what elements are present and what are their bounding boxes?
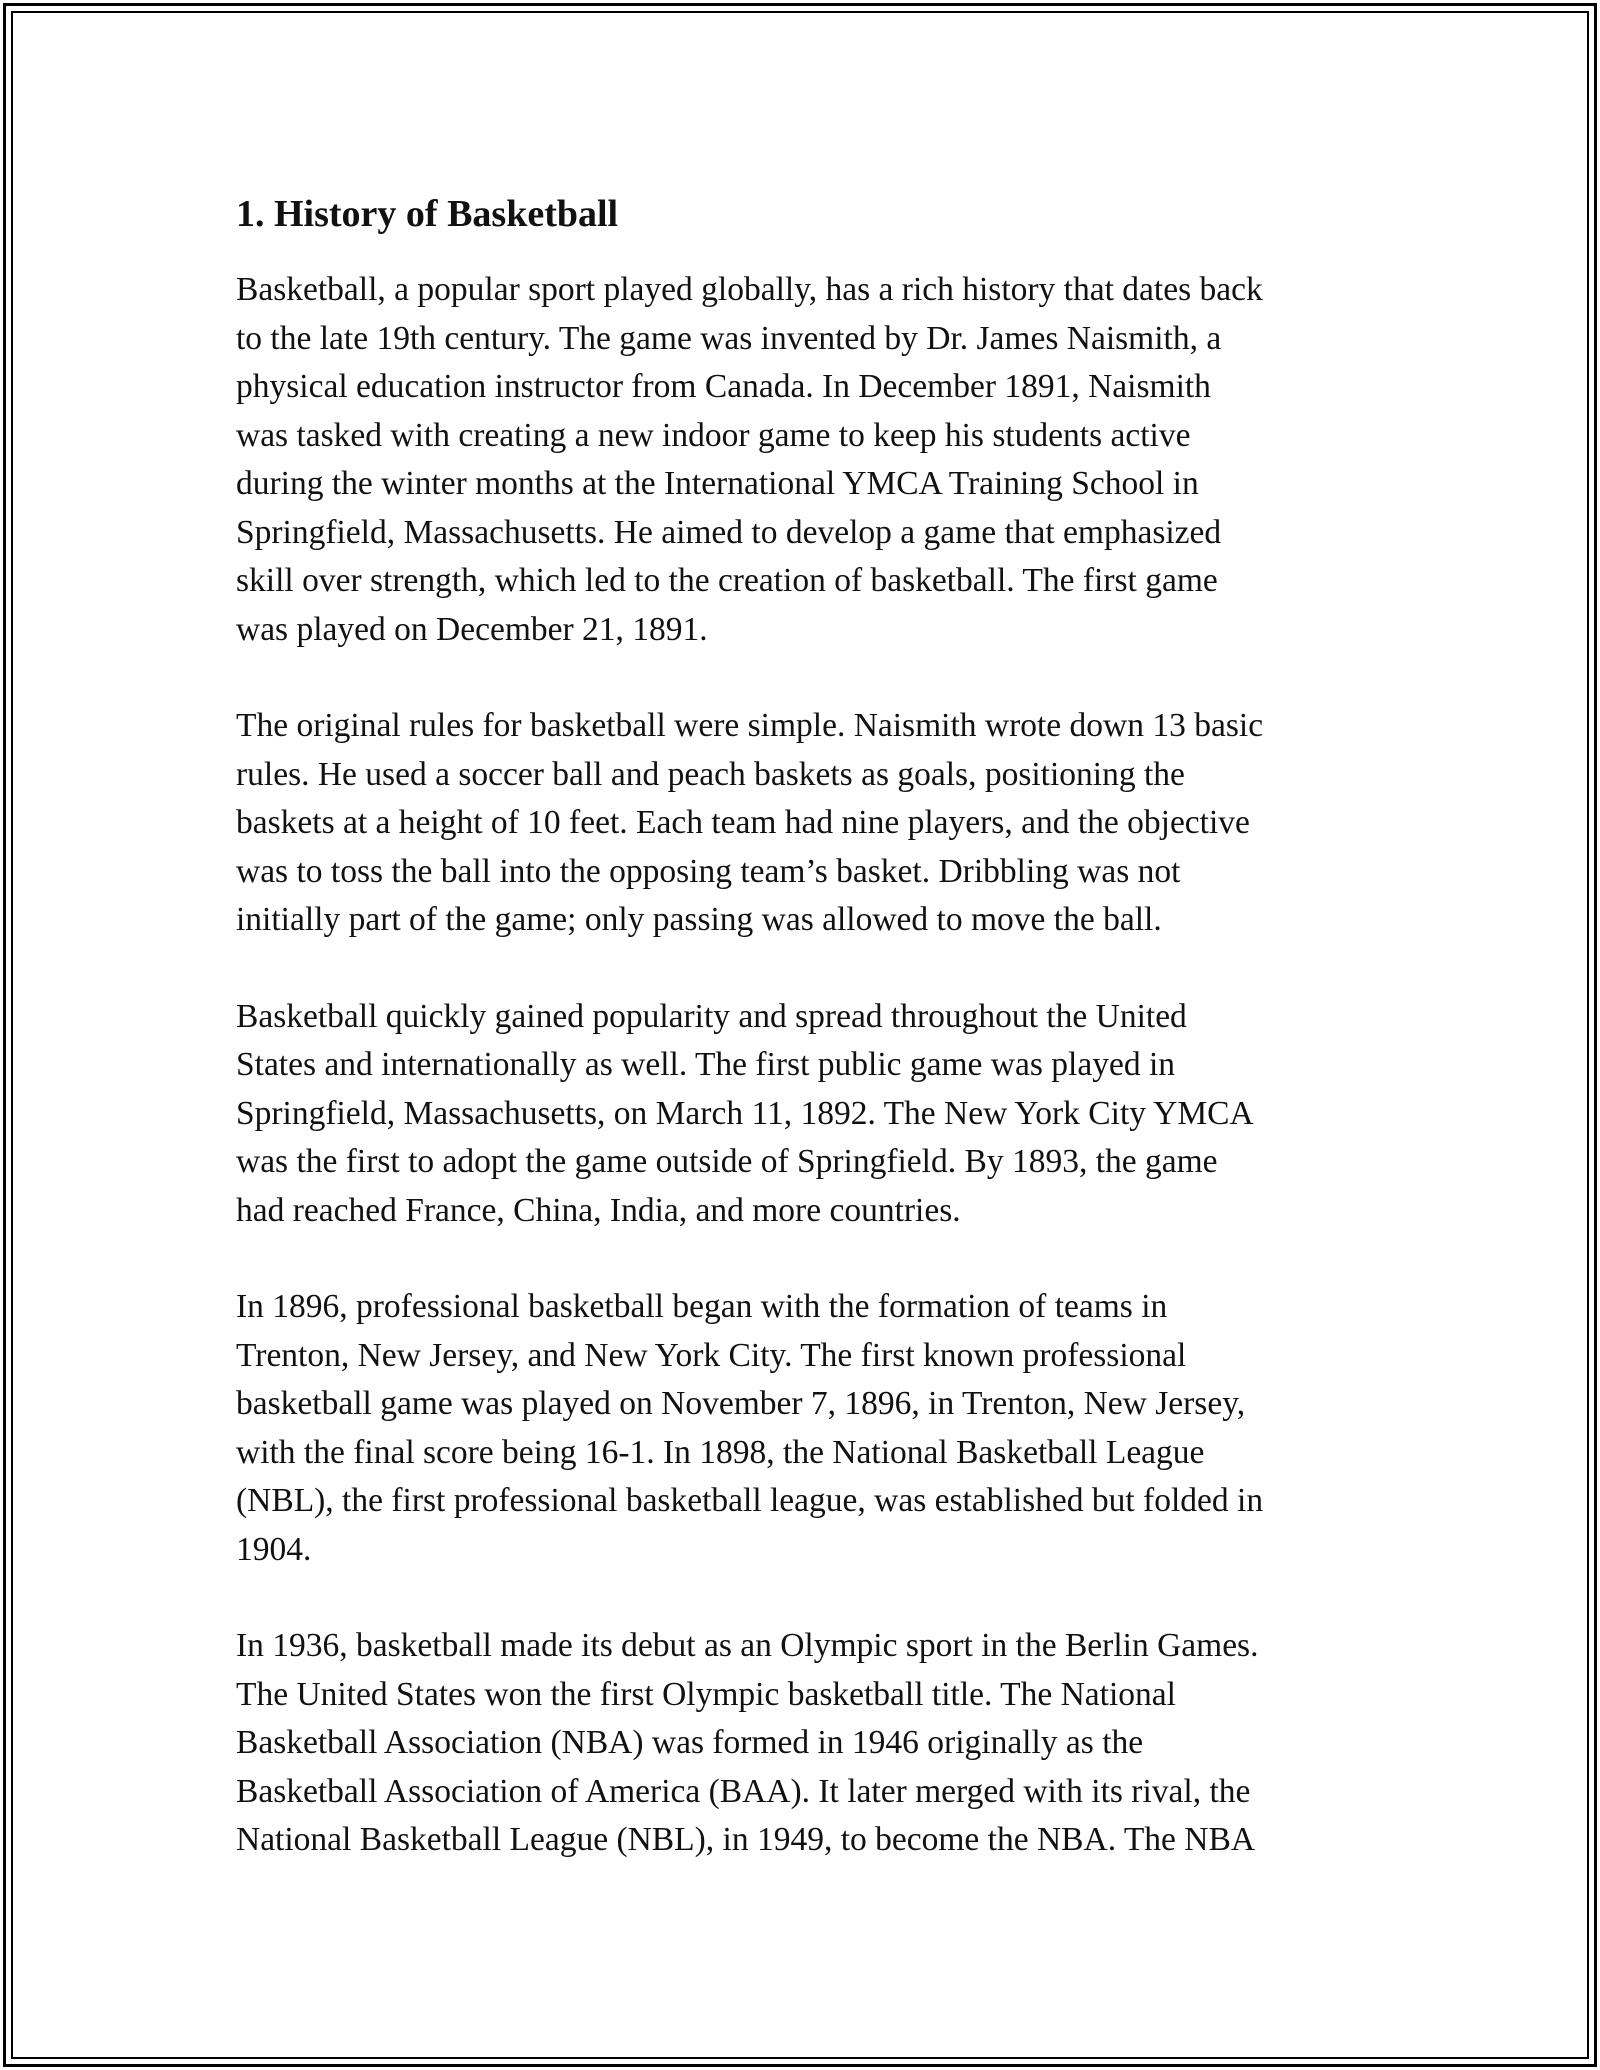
paragraph-professional: In 1896, professional basketball began with the formation of teams in Trenton, New Jersey, and New York City. The first known professional basketball game was played on November 7, 1896, in Trenton, New Jersey, with the final score being 16-1. In 1898, the National Basketball League (NBL), the first professional basketball league, was established but folded in 1904. xyxy=(236,1288,1264,1568)
document-body xyxy=(236,186,1364,1913)
paragraph-spread: Basketball quickly gained popularity and spread throughout the United States and internationally as well. The first public game was played in Springfield, Massachusetts, on March 11, 1892. The New York City YMCA was the first to adopt the game outside of Springfield. By 1893, the game had reached France, China, India, and more countries. xyxy=(236,997,1254,1229)
paragraph-olympics-nba: In 1936, basketball made its debut as an Olympic sport in the Berlin Games. The United States won the first Olympic basketball title. The National Basketball Association (NBA) was formed in 1946 originally as the Basketball Association of America (BAA). It later merged with its rival, the National Basketball League (NBL), in 1949, to become the NBA. The NBA xyxy=(236,1627,1259,1858)
paragraph-invention: Basketball, a popular sport played globally, has a rich history that dates back to the late 19th century. The game was invented by Dr. James Naismith, a physical education instructor from Canada. In December 1891, Naismith was tasked with creating a new indoor game to keep his students active during the winter months at the International YMCA Training School in Springfield, Massachusetts. He aimed to develop a game that emphasized skill over strength, which led to the creation of basketball. The first game was played on December 21, 1891. xyxy=(236,271,1263,648)
paragraph-original-rules: The original rules for basketball were simple. Naismith wrote down 13 basic rules. He used a soccer ball and peach baskets as goals, positioning the baskets at a height of 10 feet. Each team had nine players, and the objective was to toss the ball into the opposing team’s basket. Dribbling was not initially part of the game; only passing was allowed to move the ball. xyxy=(236,707,1264,938)
section-heading: 1. History of Basketball xyxy=(236,193,619,235)
